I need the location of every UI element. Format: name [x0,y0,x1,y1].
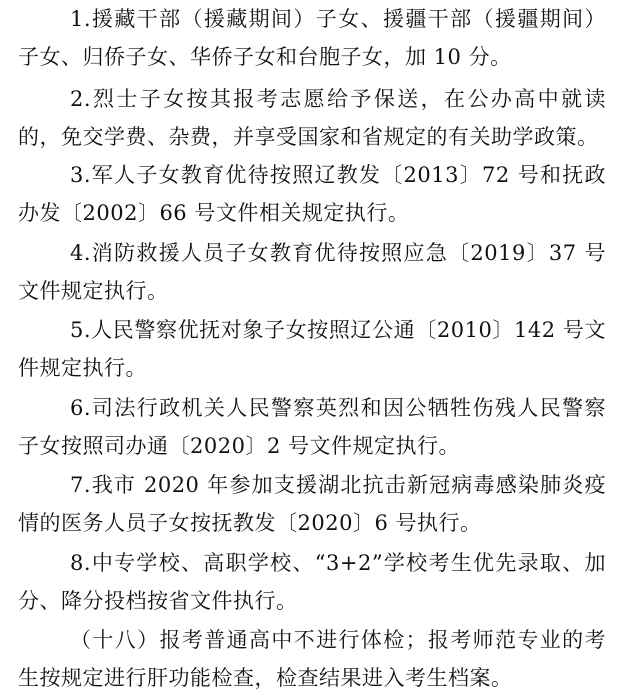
paragraph-8: 8.中专学校、高职学校、“3+2”学校考生优先录取、加分、降分投档按省文件执行。 [18,551,606,613]
paragraph-9-section-18: （十八）报考普通高中不进行体检；报考师范专业的考生按规定进行肝功能检查，检查结果进入考生档案。 [18,628,606,690]
paragraph-7: 7.我市 2020 年参加支援湖北抗击新冠病毒感染肺炎疫情的医务人员子女按抚教发〔2020〕6 号执行。 [18,473,606,535]
paragraph-1: 1.援藏干部（援藏期间）子女、援疆干部（援疆期间）子女、归侨子女、华侨子女和台胞子女，加 10 分。 [18,7,606,69]
paragraph-5: 5.人民警察优抚对象子女按照辽公通〔2010〕142 号文件规定执行。 [18,318,606,380]
paragraph-3: 3.军人子女教育优待按照辽教发〔2013〕72 号和抚政办发〔2002〕66 号文件相关规定执行。 [18,163,606,225]
paragraph-4: 4.消防救援人员子女教育优待按照应急〔2019〕37 号文件规定执行。 [18,241,606,303]
paragraph-2: 2.烈士子女按其报考志愿给予保送，在公办高中就读的，免交学费、杂费，并享受国家和省规定的有关助学政策。 [18,87,606,149]
paragraph-6: 6.司法行政机关人民警察英烈和因公牺牲伤残人民警察子女按照司办通〔2020〕2 号文件规定执行。 [18,396,606,458]
